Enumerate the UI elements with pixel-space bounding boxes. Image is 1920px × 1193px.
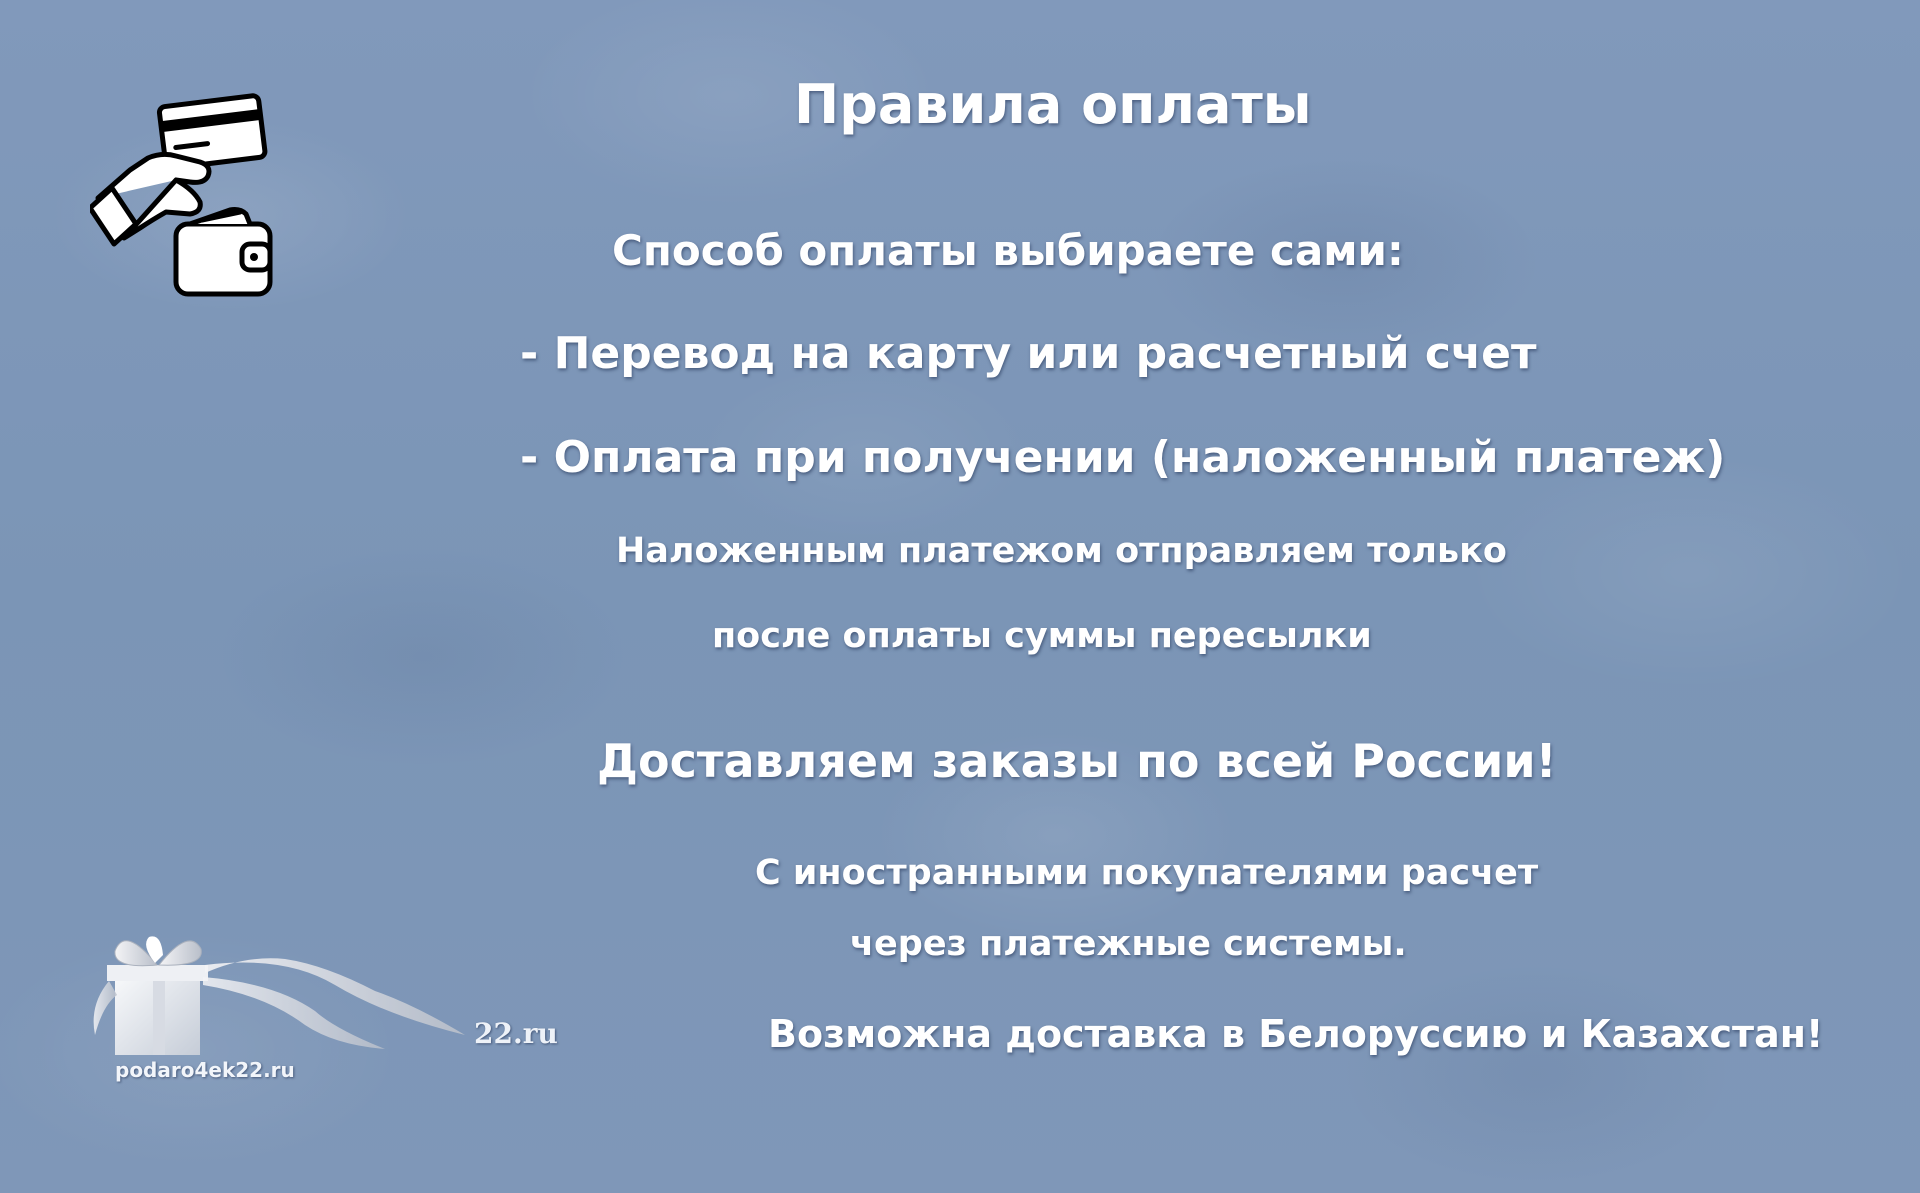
payment-hand-card-icon — [90, 90, 280, 300]
logo-caption[interactable]: podaro4ek22.ru — [115, 1058, 295, 1082]
payment-choice-heading: Способ оплаты выбираете сами: — [612, 226, 1404, 275]
cod-note-line-2: после оплаты суммы пересылки — [712, 616, 1372, 656]
delivery-russia-text: Доставляем заказы по всей России! — [597, 734, 1557, 788]
option-card-transfer: - Перевод на карту или расчетный счет — [520, 328, 1537, 379]
foreign-buyers-line-1: С иностранными покупателями расчет — [755, 853, 1539, 893]
page-title: Правила оплаты — [794, 73, 1312, 136]
cod-note-line-1: Наложенным платежом отправляем только — [616, 531, 1507, 571]
logo-mark: 22.ru — [474, 1017, 558, 1050]
foreign-buyers-line-2: через платежные системы. — [850, 924, 1407, 964]
option-cash-on-delivery: - Оплата при получении (наложенный платеж) — [520, 432, 1726, 483]
delivery-belarus-kazakhstan-text: Возможна доставка в Белоруссию и Казахстан! — [768, 1012, 1824, 1056]
